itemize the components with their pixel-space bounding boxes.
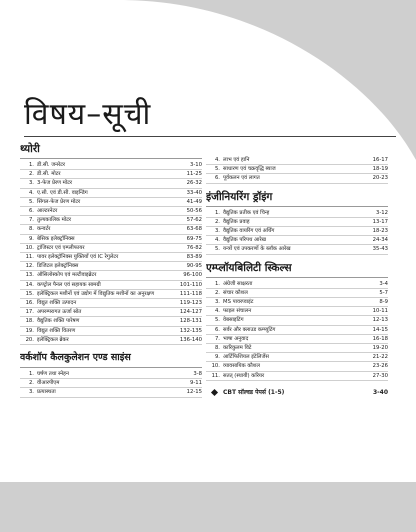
toc-item-number: 8.	[28, 226, 34, 233]
toc-item-title: सिंगल-फेज प्रेरण मोटर	[37, 198, 81, 205]
toc-item-page: 3-10	[189, 162, 202, 168]
list-item[interactable]	[206, 362, 388, 371]
toc-item-number: 5.	[214, 246, 220, 253]
toc-item-title: ट्रांजिस्टर एवं एम्प्लीफायर	[37, 244, 85, 251]
toc-item-title: विद्युत शक्ति वितरण	[37, 327, 76, 334]
toc-item-number: 2.	[28, 380, 34, 387]
toc-item-page: 90-95	[186, 263, 202, 270]
toc-item-page: 3-40	[372, 388, 388, 396]
toc-item-page: 83-89	[186, 254, 202, 261]
section-heading-drawing: इंजीनियरिंग ड्रॉइंग	[206, 190, 273, 203]
toc-item-page: 111-118	[179, 290, 202, 297]
bottom-band	[0, 482, 416, 532]
toc-item-number: 6.	[214, 326, 220, 333]
toc-item-page: 18-19	[372, 166, 388, 173]
toc-item-title: डी.सी. मोटर	[37, 171, 61, 178]
toc-item-page: 3-8	[193, 371, 202, 378]
list-item[interactable]	[20, 253, 202, 262]
section-heading-workshop: वर्कशॉप कैलकुलेशन एण्ड साइंस	[20, 352, 131, 364]
toc-item-title: ऑसिलोस्कोप एवं मल्टीवाइब्रेटर	[37, 272, 97, 279]
toc-item-number: 4.	[214, 157, 220, 163]
title-divider	[24, 136, 396, 137]
toc-item-number: 11.	[211, 372, 220, 379]
right-column	[206, 142, 388, 405]
toc-item-title: अपरम्परागत ऊर्जा स्रोत	[37, 309, 82, 316]
toc-item-title: सतत् (स्थायी) करियर	[223, 372, 265, 379]
list-item[interactable]	[20, 327, 202, 336]
toc-item-number: 18.	[25, 318, 34, 325]
toc-item-page: 19-20	[372, 345, 388, 352]
list-item[interactable]	[206, 307, 388, 316]
list-item[interactable]	[20, 281, 202, 290]
list-item[interactable]	[20, 179, 202, 188]
toc-item-number: 1.	[214, 280, 220, 287]
toc-item-page: 57-62	[186, 217, 202, 224]
toc-item-number: 2.	[214, 289, 220, 296]
toc-item-title: आल्टरनेटर	[37, 208, 58, 215]
list-item[interactable]	[20, 299, 202, 308]
toc-item-page: 119-123	[179, 300, 202, 307]
toc-item-number: 1.	[214, 209, 220, 216]
toc-item-title: इलेक्ट्रिकल मशीनों एवं उद्योग में विद्युतिक मशीनों का अनुरक्षण	[37, 290, 155, 297]
toc-item-page: 9-11	[189, 380, 202, 387]
toc-item-page: 8-9	[379, 299, 388, 306]
toc-item-page: 3-12	[375, 209, 388, 216]
list-item[interactable]	[20, 207, 202, 216]
toc-item-page: 3-4	[379, 280, 388, 287]
toc-item-number: 5.	[214, 317, 220, 324]
toc-item-number: 3.	[214, 228, 220, 235]
toc-item-page: 24-34	[372, 237, 388, 244]
toc-item-title: साधारण एवं चक्रवृद्धि ब्याज	[223, 166, 276, 173]
toc-item-page: 18-23	[372, 228, 388, 235]
toc-item-page: 16-17	[372, 157, 388, 163]
toc-item-number: 4.	[214, 308, 220, 315]
list-item[interactable]	[20, 262, 202, 271]
toc-item-title: विद्युत शक्ति उत्पादन	[37, 300, 77, 307]
toc-item-title: भाषा अनुवाद	[223, 335, 249, 342]
toc-item-page: 132-135	[179, 327, 202, 334]
list-item[interactable]	[206, 156, 388, 165]
toc-item-title: वेबसाइटिंग	[223, 317, 244, 324]
toc-list-cbt	[206, 387, 388, 399]
toc-item-page: 23-26	[372, 363, 388, 370]
toc-item-title: कन्वर्टर	[37, 226, 51, 233]
toc-item-title: वैद्युतिक प्रवाह	[223, 218, 250, 225]
list-item[interactable]	[20, 336, 202, 345]
toc-list-employability	[206, 280, 388, 381]
toc-item-page: 27-30	[372, 372, 388, 379]
toc-item-title: डिजिटल इलेक्ट्रॉनिक्स	[37, 263, 79, 270]
toc-list-workshop-2	[206, 156, 388, 184]
list-item[interactable]	[20, 370, 202, 379]
list-item[interactable]	[206, 209, 388, 218]
toc-item-number: 5.	[28, 198, 34, 205]
list-item[interactable]	[20, 235, 202, 244]
toc-item-page: 20-23	[372, 175, 388, 182]
toc-item-title: इलेक्ट्रिकल ब्रेकर	[37, 336, 69, 343]
toc-item-number: 7.	[214, 335, 220, 342]
list-item[interactable]	[20, 170, 202, 179]
list-item[interactable]	[206, 174, 388, 183]
toc-item-title: तुल्यकालिक मोटर	[37, 217, 72, 224]
toc-item-title: यन्त्रों एवं उपकरणों के ब्लॉक आरेख	[223, 246, 291, 253]
toc-item-number: 6.	[28, 208, 34, 215]
list-item[interactable]	[206, 218, 388, 227]
list-item[interactable]	[206, 344, 388, 353]
toc-item-page: 35-43	[372, 246, 388, 253]
toc-item-title: प्रत्यास्थता	[37, 389, 56, 396]
toc-item-number: 4.	[214, 237, 220, 244]
toc-item-title: कण्ट्रोल पैनल एवं सहायक सामग्री	[37, 281, 101, 288]
toc-item-page: 26-32	[186, 180, 202, 187]
list-item[interactable]	[206, 165, 388, 174]
toc-list-theory	[20, 161, 202, 345]
toc-item-number: 10.	[211, 363, 220, 370]
toc-item-page: 76-82	[186, 244, 202, 251]
toc-item-page: 16-18	[372, 335, 388, 342]
toc-item-page: 101-110	[179, 281, 202, 288]
toc-item-title: घर्षण तथा स्नेहन	[37, 371, 69, 378]
toc-item-page: 50-56	[186, 208, 202, 215]
toc-item-page: 12-15	[186, 389, 202, 396]
list-item[interactable]	[206, 280, 388, 289]
toc-item-title: वीआरपीएम	[37, 380, 60, 387]
list-item[interactable]	[206, 353, 388, 362]
list-item[interactable]	[20, 225, 202, 234]
toc-item-number: 13.	[25, 272, 34, 279]
section-divider	[206, 277, 388, 278]
toc-item-number: 7.	[28, 217, 34, 224]
toc-item-page: 128-131	[179, 318, 202, 325]
list-item[interactable]	[20, 290, 202, 299]
list-item[interactable]	[206, 326, 388, 335]
toc-item-number: 14.	[25, 281, 34, 288]
toc-item-number: 8.	[214, 345, 220, 352]
list-item[interactable]	[20, 379, 202, 388]
list-item[interactable]	[206, 289, 388, 298]
list-item[interactable]	[20, 317, 202, 326]
toc-item-page: 69-75	[186, 235, 202, 242]
toc-item-page: 136-140	[179, 336, 202, 343]
toc-item-number: 4.	[28, 189, 34, 196]
toc-item-page: 5-7	[379, 289, 388, 296]
toc-item-number: 19.	[25, 327, 34, 334]
toc-item-title: आर्टिफिशियल इंटेलिजेंस	[223, 354, 269, 361]
diamond-bullet-icon	[211, 389, 218, 396]
list-item[interactable]	[206, 245, 388, 254]
list-item[interactable]	[20, 308, 202, 317]
toc-item-title: संचार कौशल	[223, 289, 248, 296]
toc-list-workshop-1	[20, 370, 202, 398]
toc-item-title: CBT सॉल्वड पेपर्स (1-5)	[223, 388, 285, 396]
left-column	[20, 142, 202, 404]
toc-item-page: 11-25	[186, 171, 202, 178]
toc-item-page: 41-49	[186, 198, 202, 205]
toc-item-number: 11.	[25, 254, 34, 261]
toc-item-number: 1.	[28, 371, 34, 378]
list-item[interactable]	[206, 236, 388, 245]
toc-item-page: 63-68	[186, 226, 202, 233]
toc-item-page: 10-11	[372, 308, 388, 315]
page-title: विषय–सूची	[24, 97, 152, 132]
list-item-cbt[interactable]	[206, 387, 388, 399]
toc-item-title: MS पावरप्वाइंट	[223, 299, 254, 306]
toc-item-page: 96-100	[183, 272, 202, 279]
list-item[interactable]	[206, 335, 388, 344]
list-item[interactable]	[20, 216, 202, 225]
list-item[interactable]	[20, 198, 202, 207]
toc-item-title: पावर इलेक्ट्रॉनिक्स युक्तियाँ एवं IC रेगुलेटर	[37, 254, 119, 261]
toc-item-number: 20.	[25, 336, 34, 343]
toc-item-number: 12.	[25, 263, 34, 270]
toc-item-title: डी.सी. जनरेटर	[37, 162, 66, 168]
list-item[interactable]	[206, 227, 388, 236]
toc-item-number: 3.	[214, 299, 220, 306]
section-divider	[206, 206, 388, 207]
toc-item-number: 10.	[25, 244, 34, 251]
list-item[interactable]	[20, 244, 202, 253]
toc-item-page: 12-13	[372, 317, 388, 324]
toc-item-title: वैद्युतिक वायरिंग एवं अर्थिंग	[223, 228, 275, 235]
section-divider	[20, 158, 202, 159]
toc-item-title: ए.सी. एवं डी.सी. वाइन्डिंग	[37, 189, 88, 196]
toc-item-number: 2.	[28, 171, 34, 178]
toc-item-page: 13-17	[372, 218, 388, 225]
toc-item-number: 17.	[25, 309, 34, 316]
toc-item-number: 1.	[28, 162, 34, 168]
toc-item-title: सर्वर और क्लाउड कम्प्यूटिंग	[223, 326, 276, 333]
toc-item-page: 124-127	[179, 309, 202, 316]
toc-item-title: वैद्युतिक परिपथ आरेख	[223, 237, 266, 244]
toc-item-page: 14-15	[372, 326, 388, 333]
toc-item-number: 9.	[214, 354, 220, 361]
section-heading-employability: एम्प्लॉयबिलिटी स्किल्स	[206, 261, 292, 274]
toc-item-title: कारिकुलम विटे	[223, 345, 252, 352]
toc-item-number: 6.	[214, 175, 220, 182]
toc-list-drawing	[206, 209, 388, 255]
toc-item-title: 3-फेज प्रेरण मोटर	[37, 180, 73, 187]
toc-item-number: 5.	[214, 166, 220, 173]
toc-item-number: 16.	[25, 300, 34, 307]
toc-item-page: 21-22	[372, 354, 388, 361]
toc-item-number: 15.	[25, 290, 34, 297]
list-item[interactable]	[206, 372, 388, 381]
list-item[interactable]	[20, 161, 202, 170]
list-item[interactable]	[20, 388, 202, 397]
section-divider	[20, 367, 202, 368]
toc-item-title: व्यावसायिक कौशल	[223, 363, 260, 370]
toc-item-number: 9.	[28, 235, 34, 242]
list-item[interactable]	[206, 316, 388, 325]
section-heading-theory: थ्योरी	[20, 143, 40, 155]
toc-item-title: अंग्रेजी साक्षरता	[223, 280, 253, 287]
toc-item-title: वैद्युतिक शक्ति पारेषण	[37, 318, 80, 325]
toc-item-title: वैद्युतिक प्रतीक एवं चिन्ह	[223, 209, 270, 216]
list-item[interactable]	[20, 271, 202, 280]
list-item[interactable]	[20, 189, 202, 198]
toc-item-title: फाइल संचालन	[223, 308, 252, 315]
toc-item-title: बेसिक इलेक्ट्रॉनिक्स	[37, 235, 75, 242]
toc-item-title: लाभ एवं हानि	[223, 157, 250, 163]
toc-item-page: 33-40	[186, 189, 202, 196]
toc-item-number: 2.	[214, 218, 220, 225]
toc-item-title: पूर्वकलन एवं लागत	[223, 175, 260, 182]
toc-item-number: 3.	[28, 180, 34, 187]
toc-item-number: 3.	[28, 389, 34, 396]
list-item[interactable]	[206, 298, 388, 307]
